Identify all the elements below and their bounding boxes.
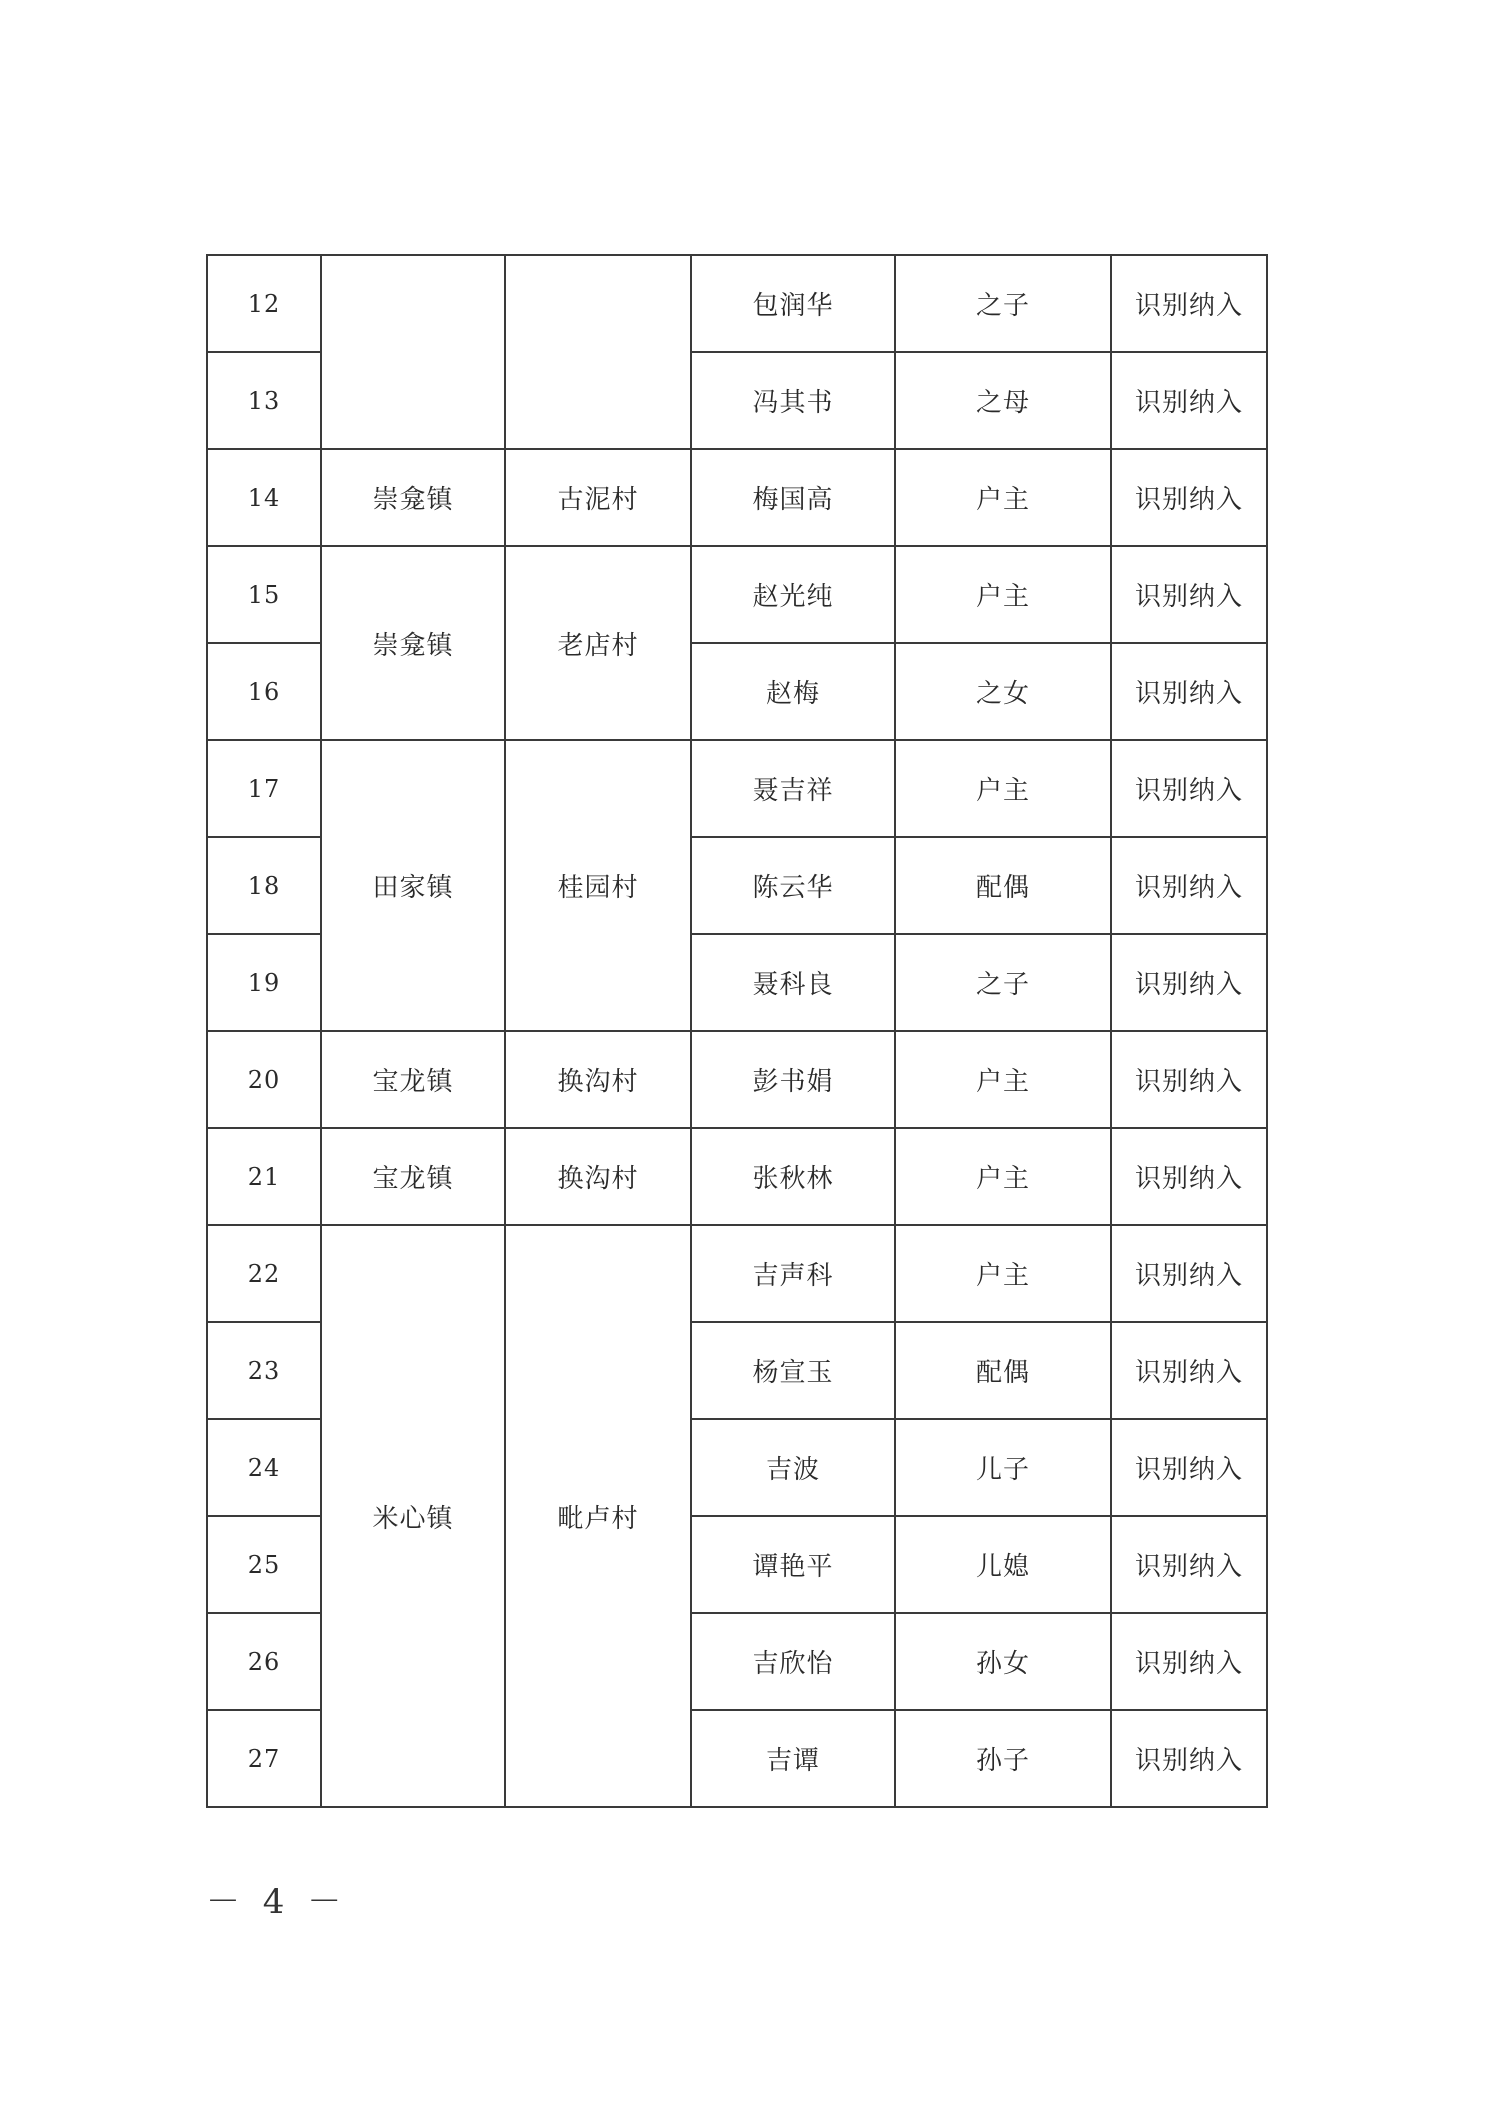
relation-cell: 户主 bbox=[895, 1225, 1111, 1322]
person-name: 陈云华 bbox=[691, 837, 895, 934]
row-number: 17 bbox=[207, 740, 321, 837]
person-name: 吉波 bbox=[691, 1419, 895, 1516]
person-name: 赵光纯 bbox=[691, 546, 895, 643]
row-number: 16 bbox=[207, 643, 321, 740]
relation-cell: 孙子 bbox=[895, 1710, 1111, 1807]
person-name: 梅国高 bbox=[691, 449, 895, 546]
table-row bbox=[207, 1031, 1267, 1128]
status-cell: 识别纳入 bbox=[1111, 1225, 1267, 1322]
row-number: 15 bbox=[207, 546, 321, 643]
table-row bbox=[207, 740, 1267, 837]
relation-cell: 户主 bbox=[895, 449, 1111, 546]
village-cell: 换沟村 bbox=[505, 1031, 691, 1128]
table-row bbox=[207, 546, 1267, 643]
relation-cell: 孙女 bbox=[895, 1613, 1111, 1710]
status-cell: 识别纳入 bbox=[1111, 934, 1267, 1031]
row-number: 13 bbox=[207, 352, 321, 449]
relation-cell: 儿媳 bbox=[895, 1516, 1111, 1613]
village-cell: 换沟村 bbox=[505, 1128, 691, 1225]
table-row bbox=[207, 449, 1267, 546]
relation-cell: 之子 bbox=[895, 934, 1111, 1031]
person-name: 张秋林 bbox=[691, 1128, 895, 1225]
row-number: 14 bbox=[207, 449, 321, 546]
person-name: 吉欣怡 bbox=[691, 1613, 895, 1710]
relation-cell: 之母 bbox=[895, 352, 1111, 449]
town-cell: 宝龙镇 bbox=[321, 1128, 505, 1225]
table-row bbox=[207, 255, 1267, 352]
person-name: 吉声科 bbox=[691, 1225, 895, 1322]
row-number: 26 bbox=[207, 1613, 321, 1710]
person-name: 聂科良 bbox=[691, 934, 895, 1031]
village-cell: 老店村 bbox=[505, 546, 691, 740]
row-number: 27 bbox=[207, 1710, 321, 1807]
person-name: 谭艳平 bbox=[691, 1516, 895, 1613]
person-name: 杨宣玉 bbox=[691, 1322, 895, 1419]
town-cell: 崇龛镇 bbox=[321, 546, 505, 740]
row-number: 18 bbox=[207, 837, 321, 934]
relation-cell: 配偶 bbox=[895, 837, 1111, 934]
row-number: 25 bbox=[207, 1516, 321, 1613]
relation-cell: 户主 bbox=[895, 1128, 1111, 1225]
beneficiary-table bbox=[206, 254, 1268, 1808]
status-cell: 识别纳入 bbox=[1111, 1322, 1267, 1419]
person-name: 彭书娟 bbox=[691, 1031, 895, 1128]
relation-cell: 户主 bbox=[895, 1031, 1111, 1128]
table-row bbox=[207, 1128, 1267, 1225]
row-number: 22 bbox=[207, 1225, 321, 1322]
status-cell: 识别纳入 bbox=[1111, 255, 1267, 352]
status-cell: 识别纳入 bbox=[1111, 546, 1267, 643]
row-number: 19 bbox=[207, 934, 321, 1031]
person-name: 吉谭 bbox=[691, 1710, 895, 1807]
relation-cell: 户主 bbox=[895, 740, 1111, 837]
status-cell: 识别纳入 bbox=[1111, 1613, 1267, 1710]
row-number: 24 bbox=[207, 1419, 321, 1516]
person-name: 赵梅 bbox=[691, 643, 895, 740]
status-cell: 识别纳入 bbox=[1111, 449, 1267, 546]
village-cell: 毗卢村 bbox=[505, 1225, 691, 1807]
town-cell: 崇龛镇 bbox=[321, 449, 505, 546]
relation-cell: 之女 bbox=[895, 643, 1111, 740]
row-number: 20 bbox=[207, 1031, 321, 1128]
village-cell bbox=[505, 255, 691, 449]
page-number: － 4 － bbox=[206, 1882, 348, 1922]
row-number: 12 bbox=[207, 255, 321, 352]
relation-cell: 儿子 bbox=[895, 1419, 1111, 1516]
status-cell: 识别纳入 bbox=[1111, 352, 1267, 449]
village-cell: 桂园村 bbox=[505, 740, 691, 1031]
status-cell: 识别纳入 bbox=[1111, 1419, 1267, 1516]
row-number: 21 bbox=[207, 1128, 321, 1225]
status-cell: 识别纳入 bbox=[1111, 1710, 1267, 1807]
relation-cell: 配偶 bbox=[895, 1322, 1111, 1419]
person-name: 包润华 bbox=[691, 255, 895, 352]
status-cell: 识别纳入 bbox=[1111, 1031, 1267, 1128]
relation-cell: 户主 bbox=[895, 546, 1111, 643]
status-cell: 识别纳入 bbox=[1111, 1128, 1267, 1225]
row-number: 23 bbox=[207, 1322, 321, 1419]
status-cell: 识别纳入 bbox=[1111, 837, 1267, 934]
person-name: 冯其书 bbox=[691, 352, 895, 449]
table-row bbox=[207, 1225, 1267, 1322]
status-cell: 识别纳入 bbox=[1111, 740, 1267, 837]
town-cell bbox=[321, 255, 505, 449]
status-cell: 识别纳入 bbox=[1111, 1516, 1267, 1613]
relation-cell: 之子 bbox=[895, 255, 1111, 352]
status-cell: 识别纳入 bbox=[1111, 643, 1267, 740]
person-name: 聂吉祥 bbox=[691, 740, 895, 837]
town-cell: 宝龙镇 bbox=[321, 1031, 505, 1128]
town-cell: 米心镇 bbox=[321, 1225, 505, 1807]
town-cell: 田家镇 bbox=[321, 740, 505, 1031]
village-cell: 古泥村 bbox=[505, 449, 691, 546]
